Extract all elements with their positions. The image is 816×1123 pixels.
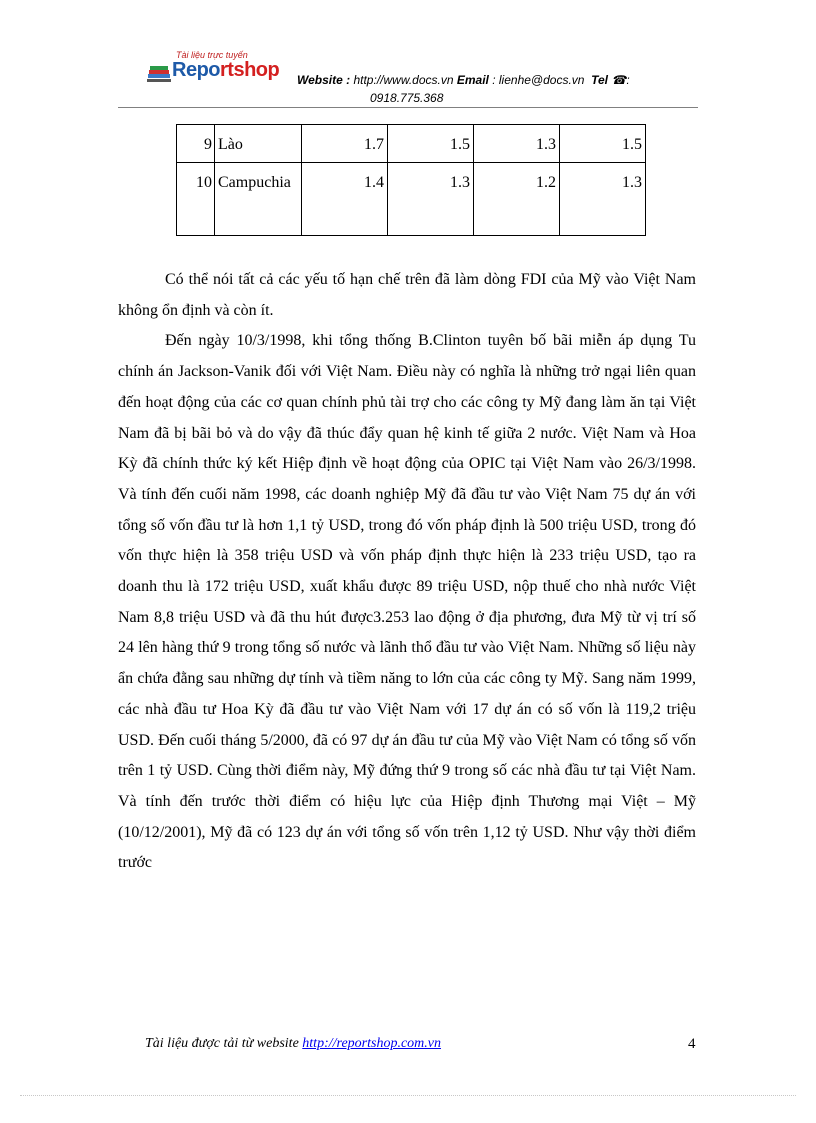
country-name: Campuchia: [215, 163, 302, 236]
logo: [147, 50, 297, 90]
header-contact-line: [297, 73, 630, 87]
table-cell: 1.4: [302, 163, 388, 236]
logo-wordmark: Reportshop: [172, 59, 280, 81]
table-cell: 1.2: [474, 163, 560, 236]
body-text: [118, 265, 696, 879]
table-cell: 1.3: [388, 163, 474, 236]
tel-colon: :: [626, 73, 630, 87]
table-row: [177, 125, 646, 163]
website-label: Website :: [297, 73, 351, 87]
table-cell: 1.3: [560, 163, 646, 236]
table-cell: 1.3: [474, 125, 560, 163]
investment-table: [176, 124, 646, 236]
country-name: Lào: [215, 125, 302, 163]
logo-tagline: Tài liệu trực tuyến: [176, 50, 248, 60]
table-cell: 1.7: [302, 125, 388, 163]
website-url[interactable]: http://www.docs.vn: [353, 73, 454, 87]
page-bottom-divider: [20, 1095, 796, 1096]
paragraph: Có thể nói tất cả các yếu tố hạn chế trên đã làm dòng FDI của Mỹ vào Việt Nam không ổn định và còn ít.: [118, 271, 696, 319]
table-cell: 1.5: [388, 125, 474, 163]
page-number: 4: [688, 1036, 696, 1052]
table-cell: 1.5: [560, 125, 646, 163]
table-row: [177, 163, 646, 236]
email-label: Email: [456, 73, 489, 87]
books-logo-icon: [147, 60, 171, 84]
row-number: 10: [177, 163, 215, 236]
footer-text: Tài liệu được tải từ website: [145, 1036, 299, 1051]
paragraph: Đến ngày 10/3/1998, khi tổng thống B.Clinton tuyên bố bãi miễn áp dụng Tu chính án Jackson-Vanik đối với Việt Nam. Điều này có nghĩa là những trở ngại liên quan đến hoạt động của các cơ quan chính phủ tài trợ cho các công ty Mỹ đang làm ăn tại Việt Nam đã bị bãi bỏ và do vậy đã thúc đẩy quan hệ kinh tế giữa 2 nước. Việt Nam và Hoa Kỳ đã chính thức ký kết Hiệp định về hoạt động của OPIC tại Việt Nam vào 26/3/1998. Và tính đến cuối năm 1998, các doanh nghiệp Mỹ đã đầu tư vào Việt Nam 75 dự án với tổng số vốn đầu tư là hơn 1,1 tỷ USD, trong đó vốn pháp định là 500 triệu USD, trong đó vốn thực hiện là 358 triệu USD và vốn pháp định thực hiện là 233 triệu USD, tạo ra doanh thu là 172 triệu USD, xuất khẩu được 89 triệu USD, nộp thuế cho nhà nước Việt Nam 8,8 triệu USD và đã thu hút được3.253 lao động ở địa phương, đưa Mỹ từ vị trí số 24 lên hàng thứ 9 trong tổng số nước và lãnh thổ đầu tư vào Việt Nam. Những số liệu này ẩn chứa đằng sau những dự tính và tiềm năng to lớn của các công ty Mỹ. Sang năm 1999, các nhà đầu tư Hoa Kỳ đã đầu tư vào Việt Nam với 17 dự án có số vốn là 119,2 triệu USD. Đến cuối tháng 5/2000, đã có 97 dự án đầu tư của Mỹ vào Việt Nam có tổng số vốn trên 1 tỷ USD. Cùng thời điểm này, Mỹ đứng thứ 9 trong số các nhà đầu tư tại Việt Nam. Và tính đến trước thời điểm có hiệu lực của Hiệp định Thương mại Việt – Mỹ (10/12/2001), Mỹ đã có 123 dự án với tổng số vốn trên 1,12 tỷ USD. Như vậy thời điểm trước: [118, 332, 696, 872]
row-number: 9: [177, 125, 215, 163]
footer-link[interactable]: http://reportshop.com.vn: [302, 1036, 441, 1051]
phone-number: 0918.775.368: [370, 91, 444, 105]
header-divider: [118, 107, 698, 108]
phone-icon: ☎: [611, 73, 627, 87]
tel-label: Tel: [591, 73, 609, 87]
page-footer: [145, 1036, 441, 1052]
email-value: : lienhe@docs.vn: [492, 73, 585, 87]
